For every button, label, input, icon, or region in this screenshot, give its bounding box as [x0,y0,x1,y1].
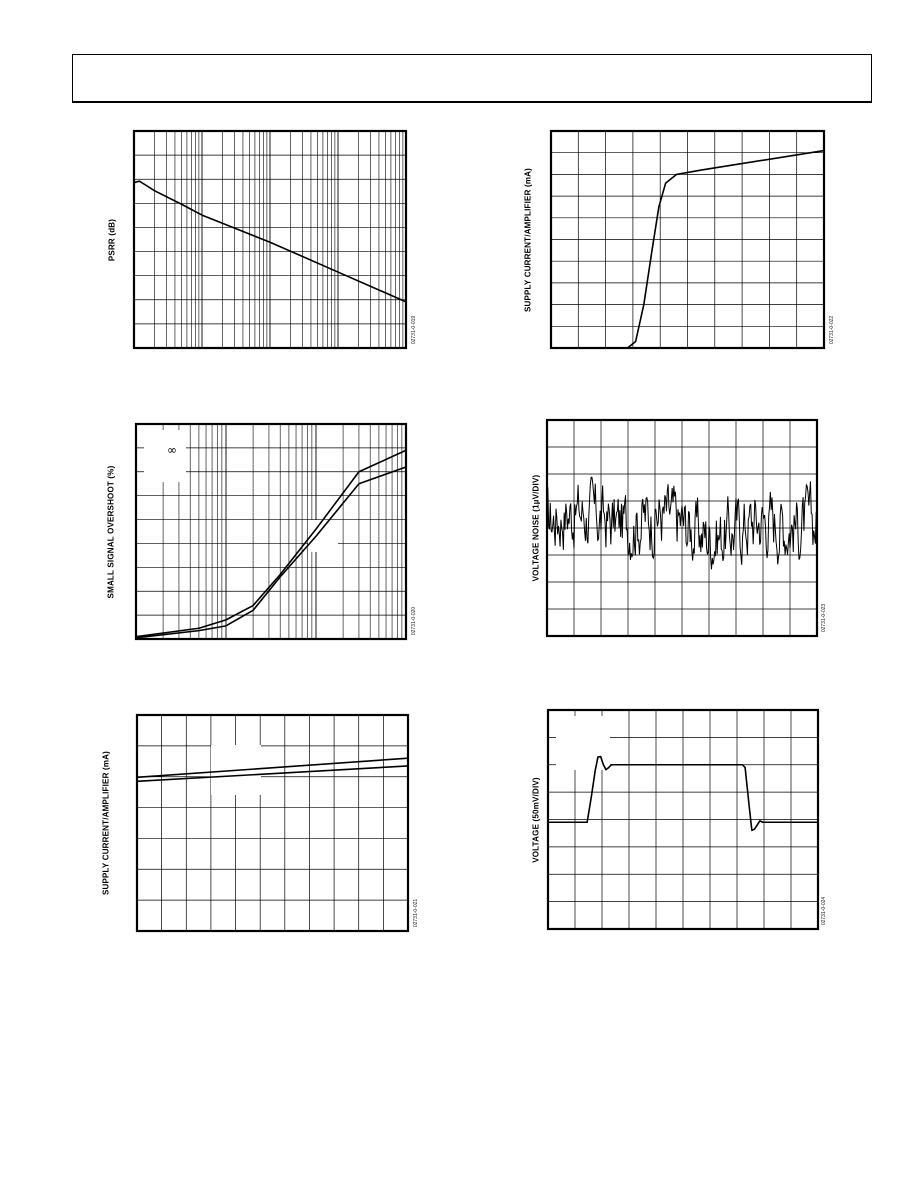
psrr-plot [134,131,406,348]
small-signal-overshoot-series-2-line [136,467,406,638]
voltage-noise-grid [547,420,817,636]
small-signal-overshoot-plot [136,424,406,639]
supply-current-vs-temperature-chart [137,715,408,931]
header-rule [72,101,872,103]
supply-current-vs-supply-voltage-plot [551,131,824,348]
voltage-noise-figure-code: 02731-0-023 [821,603,827,633]
psrr-ylabel: PSRR (dB) [107,218,117,261]
supply-current-vs-supply-voltage-grid [551,131,824,348]
page-header-box [72,54,872,102]
psrr-chart [134,131,406,348]
supply-current-vs-supply-voltage-ylabel: SUPPLY CURRENT/AMPLIFIER (mA) [523,167,533,312]
small-signal-pulse-ylabel: VOLTAGE (50mV/DIV) [531,776,541,863]
legend-box [144,430,186,482]
voltage-noise-plot [547,420,817,636]
small-signal-overshoot-figure-code: 02731-0-020 [411,606,417,636]
supply-current-vs-temperature-figure-code: 02731-0-021 [413,898,419,928]
supply-current-vs-temperature-frame [137,715,408,931]
supply-current-vs-supply-voltage-figure-code: 02731-0-022 [829,315,835,345]
voltage-noise-chart [547,420,817,636]
supply-current-vs-temperature-ylabel: SUPPLY CURRENT/AMPLIFIER (mA) [101,750,111,896]
supply-current-vs-temperature-plot [137,715,408,931]
voltage-noise-ylabel: VOLTAGE NOISE (1µV/DIV) [531,474,541,582]
small-signal-overshoot-chart [136,424,406,639]
small-signal-pulse-chart [548,710,818,929]
supply-current-vs-supply-voltage-chart [551,131,824,348]
psrr-grid [134,131,406,348]
supply-current-vs-temperature-grid [137,715,408,931]
psrr-figure-code: 02731-0-019 [411,315,417,345]
small-signal-overshoot-ylabel: SMALL SIGNAL OVERSHOOT (%) [106,465,116,598]
small-signal-pulse-plot [548,710,818,929]
small-signal-pulse-figure-code: 02731-0-024 [821,896,827,926]
legend-symbol: ∞ [167,443,177,457]
label-gap [308,520,338,552]
